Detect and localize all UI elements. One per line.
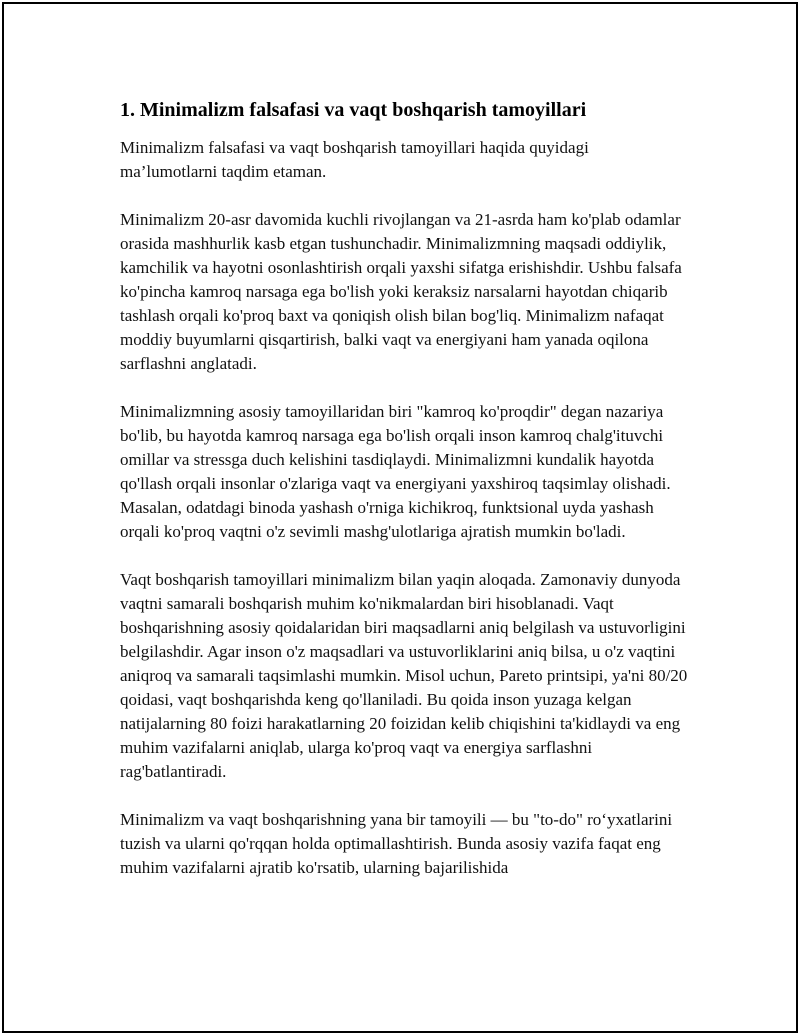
paragraph-intro: Minimalizm falsafasi va vaqt boshqarish tamoyillari haqida quyidagi ma’lumotlarni taqdim etaman. bbox=[120, 138, 589, 181]
paragraph-minimalism-definition: Minimalizm 20-asr davomida kuchli rivojlangan va 21-asrda ham ko'plab odamlar orasida mashhurlik kasb etgan tushunchadir. Minimalizmning maqsadi oddiylik, kamchilik va hayotni osonlashtirish orqali yaxshi sifatga erishishdir. Ushbu falsafa ko'pincha kamroq narsaga ega bo'lish yoki keraksiz narsalarni hayotdan chiqarib tashlash orqali ko'proq baxt va qoniqish olish bilan bog'liq. Minimalizm nafaqat moddiy buyumlarni qisqartirish, balki vaqt va energiyani ham yanada oqilona sarflashni anglatadi. bbox=[120, 210, 682, 373]
document-page bbox=[2, 2, 798, 1033]
paragraph-less-is-more: Minimalizmning asosiy tamoyillaridan biri "kamroq ko'proqdir" degan nazariya bo'lib, bu hayotda kamroq narsaga ega bo'lish orqali inson kamroq chalg'ituvchi omillar va stressga duch kelishini tasdiqlaydi. Minimalizmni kundalik hayotda qo'llash orqali insonlar o'zlariga vaqt va energiyani yaxshiroq taqsimlay olishadi. Masalan, odatdagi binoda yashash o'rniga kichikroq, funktsional uyda yashash orqali ko'proq vaqtni o'z sevimli mashg'ulotlariga ajratish mumkin bo'ladi. bbox=[120, 402, 671, 541]
paragraph-time-management: Vaqt boshqarish tamoyillari minimalizm bilan yaqin aloqada. Zamonaviy dunyoda vaqtni samarali boshqarish muhim ko'nikmalardan biri hisoblanadi. Vaqt boshqarishning asosiy qoidalaridan biri maqsadlarni aniq belgilash va ustuvorligini belgilashdir. Agar inson o'z maqsadlari va ustuvorliklarini aniq bilsa, u o'z vaqtini aniqroq va samarali taqsimlashi mumkin. Misol uchun, Pareto printsipi, ya'ni 80/20 qoidasi, vaqt boshqarishda keng qo'llaniladi. Bu qoida inson yuzaga kelgan natijalarning 80 foizi harakatlarning 20 foizidan kelib chiqishini ta'kidlaydi va eng muhim vazifalarni aniqlab, ularga ko'proq vaqt va energiya sarflashni rag'batlantiradi. bbox=[120, 570, 688, 781]
paragraph-todo-lists: Minimalizm va vaqt boshqarishning yana bir tamoyili — bu "to-do" ro‘yxatlarini tuzish va ularni qo'rqqan holda optimallashtirish. Bunda asosiy vazifa faqat eng muhim vazifalarni ajratib ko'rsatib, ularning bajarilishida bbox=[120, 810, 673, 877]
document-body bbox=[120, 96, 690, 904]
section-heading: 1. Minimalizm falsafasi va vaqt boshqarish tamoyillari bbox=[120, 99, 587, 121]
